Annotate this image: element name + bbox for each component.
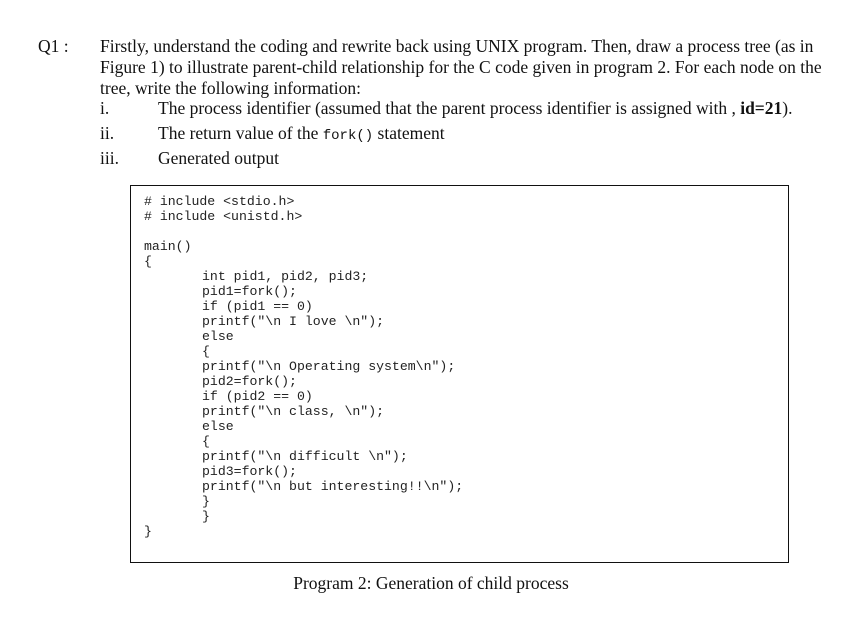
code-line: } [202,494,210,509]
code-line: # include <unistd.h> [144,209,303,224]
code-line: int pid1, pid2, pid3; [202,269,369,284]
code-line: printf("\n difficult \n"); [202,449,408,464]
code-line: else [202,329,234,344]
code-line: else [202,419,234,434]
list-item-text: The return value of the fork() statement [158,123,445,144]
code-line: pid2=fork(); [202,374,297,389]
inline-code-fork: fork() [322,128,374,144]
code-listing-box [130,185,789,563]
code-line: printf("\n I love \n"); [202,314,385,329]
code-line: } [202,509,210,524]
code-line: pid3=fork(); [202,464,297,479]
list-item-text: The process identifier (assumed that the parent process identifier is assigned with , id=21). [158,98,793,118]
code-line: main() [144,239,192,254]
code-line: if (pid2 == 0) [202,389,313,404]
code-line: { [144,254,152,269]
pid-value: id=21 [740,98,783,118]
code-line: # include <stdio.h> [144,194,295,209]
code-line: } [144,524,152,539]
code-line: if (pid1 == 0) [202,299,313,314]
list-item-text: Generated output [158,148,279,168]
code-line: { [202,434,210,449]
list-numeral: i. [100,98,110,118]
code-line: printf("\n Operating system\n"); [202,359,456,374]
figure-caption: Program 2: Generation of child process [293,573,569,593]
code-line: printf("\n class, \n"); [202,404,385,419]
list-numeral: ii. [100,123,115,143]
code-line: { [202,344,210,359]
code-line: pid1=fork(); [202,284,297,299]
question-number: Q1 : [38,36,69,56]
question-text: Firstly, understand the coding and rewrite back using UNIX program. Then, draw a process tree (as in Figure 1) to illustrate parent-child relationship for the C code given in program 2. For each node on the tree, write the following information: [100,36,822,98]
list-numeral: iii. [100,148,119,168]
code-line: printf("\n but interesting!!\n"); [202,479,464,494]
